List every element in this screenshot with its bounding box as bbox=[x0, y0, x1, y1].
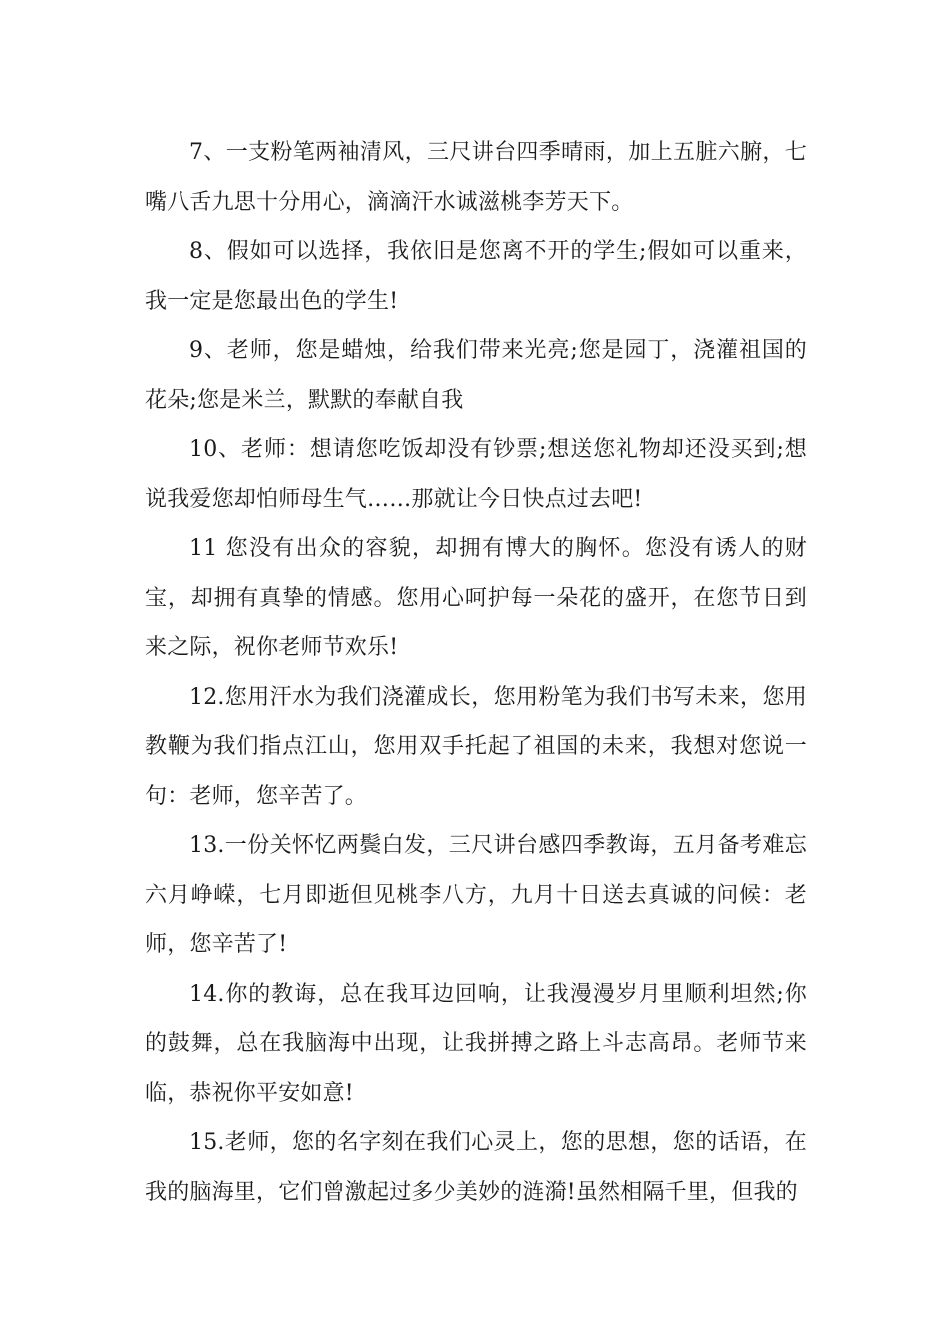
paragraph-12: 12.您用汗水为我们浇灌成长，您用粉笔为我们书写未来，您用教鞭为我们指点江山，您用双手托起了祖国的未来，我想对您说一句：老师，您辛苦了。 bbox=[145, 684, 807, 809]
paragraph-10: 10、老师：想请您吃饭却没有钞票;想送您礼物却还没买到;想说我爱您却怕师母生气……那就让今日快点过去吧! bbox=[145, 437, 807, 512]
paragraph-7: 7、一支粉笔两袖清风，三尺讲台四季晴雨，加上五脏六腑，七嘴八舌九思十分用心，滴滴汗水诚滋桃李芳天下。 bbox=[145, 140, 807, 215]
paragraph-9: 9、老师，您是蜡烛，给我们带来光亮;您是园丁，浇灌祖国的花朵;您是米兰，默默的奉献自我 bbox=[145, 338, 807, 413]
paragraph-14: 14.你的教诲，总在我耳边回响，让我漫漫岁月里顺利坦然;你的鼓舞，总在我脑海中出现，让我拼搏之路上斗志高昂。老师节来临，恭祝你平安如意! bbox=[145, 981, 807, 1106]
paragraph-8: 8、假如可以选择，我依旧是您离不开的学生;假如可以重来，我一定是您最出色的学生! bbox=[145, 239, 807, 314]
paragraph-15: 15.老师，您的名字刻在我们心灵上，您的思想，您的话语，在我的脑海里，它们曾激起过多少美妙的涟漪!虽然相隔千里，但我的 bbox=[145, 1130, 807, 1205]
paragraph-13: 13.一份关怀忆两鬓白发，三尺讲台感四季教诲，五月备考难忘六月峥嵘，七月即逝但见桃李八方，九月十日送去真诚的问候：老师，您辛苦了! bbox=[145, 833, 807, 957]
paragraph-11: 11 您没有出众的容貌，却拥有博大的胸怀。您没有诱人的财宝，却拥有真挚的情感。您用心呵护每一朵花的盛开，在您节日到来之际，祝你老师节欢乐! bbox=[145, 536, 807, 660]
document-body bbox=[145, 128, 807, 1217]
